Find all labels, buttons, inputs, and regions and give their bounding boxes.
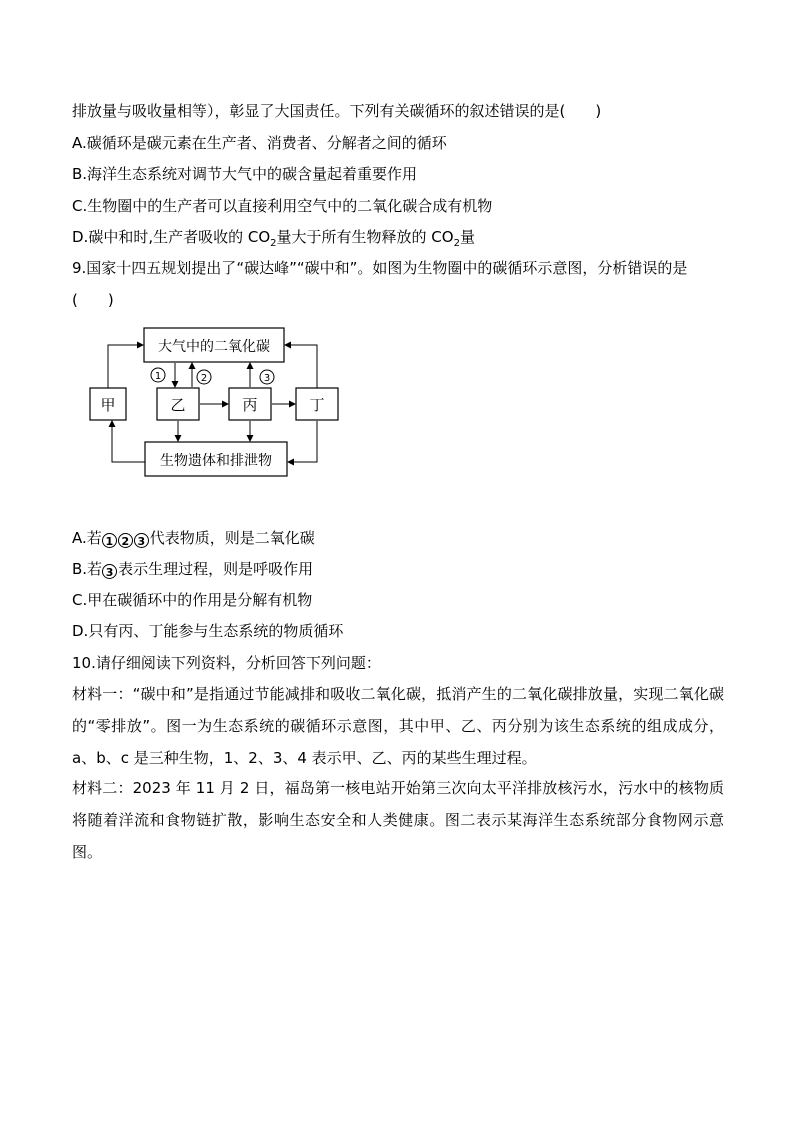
q9-option-a <box>72 528 315 548</box>
q8-d-sub2: 2 <box>453 238 460 249</box>
q9-option-b <box>72 559 313 579</box>
ding-label: 丁 <box>309 396 325 414</box>
q9-a-pre: A.若 <box>72 529 102 547</box>
carbon-cycle-diagram <box>82 322 342 482</box>
q9-a-circle-2: 2 <box>118 533 133 548</box>
q9-a-post: 代表物质，则是二氧化碳 <box>149 529 315 547</box>
q9-stem-line2: ( ) <box>72 291 114 309</box>
q10-material-1: 材料一：“碳中和”是指通过节能减排和吸收二氧化碳，抵消产生的二氧化碳排放量，实现二氧化碳的“零排放”。图一为生态系统的碳循环示意图，其中甲、乙、丙分别为该生态系统的组成成分，a、b、c 是三种生物，1、2、3、4 表示甲、乙、丙的某些生理过程。 <box>72 685 724 767</box>
q9-option-d: D.只有丙、丁能参与生态系统的物质循环 <box>72 622 344 640</box>
q8-option-d <box>72 227 475 250</box>
arrow-jia-to-atmosphere <box>108 345 143 388</box>
arrow-ding-to-remains <box>288 421 317 462</box>
q8-d-pre: D.碳中和时,生产者吸收的 CO <box>72 228 271 246</box>
q9-stem-line1: 9.国家十四五规划提出了“碳达峰”“碳中和”。如图为生物圈中的碳循环示意图，分析错误的是 <box>72 259 688 277</box>
yi-label: 乙 <box>170 396 186 414</box>
remains-label: 生物遗体和排泄物 <box>160 453 272 469</box>
q8-option-a: A.碳循环是碳元素在生产者、消费者、分解者之间的循环 <box>72 134 447 152</box>
circle-1-label: 1 <box>154 371 162 382</box>
q8-d-mid: 量大于所有生物释放的 CO <box>276 228 454 246</box>
circle-3-label: 3 <box>263 373 271 384</box>
q10-material-2: 材料二：2023 年 11 月 2 日，福岛第一核电站开始第三次向太平洋排放核污水，污水中的核物质将随着洋流和食物链扩散，影响生态安全和人类健康。图二表示某海洋生态系统部分食物网示意图。 <box>72 779 724 861</box>
atmosphere-label: 大气中的二氧化碳 <box>158 339 270 355</box>
bing-label: 丙 <box>242 396 258 414</box>
q8-d-post: 量 <box>459 228 475 246</box>
q10-stem: 10.请仔细阅读下列资料，分析回答下列问题： <box>72 654 381 672</box>
q9-b-circle-3: 3 <box>102 564 117 579</box>
q8-option-c: C.生物圈中的生产者可以直接利用空气中的二氧化碳合成有机物 <box>72 197 493 215</box>
q9-a-circle-3: 3 <box>134 533 149 548</box>
jia-label: 甲 <box>100 396 116 414</box>
q9-b-pre: B.若 <box>72 560 103 578</box>
arrow-remains-to-jia <box>112 421 145 462</box>
q9-a-circle-1: 1 <box>102 533 117 548</box>
circle-2-label: 2 <box>200 373 208 384</box>
intro-line: 排放量与吸收量相等），彰显了大国责任。下列有关碳循环的叙述错误的是( ) <box>72 102 602 120</box>
q8-d-sub1: 2 <box>270 238 277 249</box>
arrow-ding-to-atmosphere <box>285 345 317 388</box>
q9-b-post: 表示生理过程，则是呼吸作用 <box>118 560 314 578</box>
q9-option-c: C.甲在碳循环中的作用是分解有机物 <box>72 591 313 609</box>
q8-option-b: B.海洋生态系统对调节大气中的碳含量起着重要作用 <box>72 165 418 183</box>
